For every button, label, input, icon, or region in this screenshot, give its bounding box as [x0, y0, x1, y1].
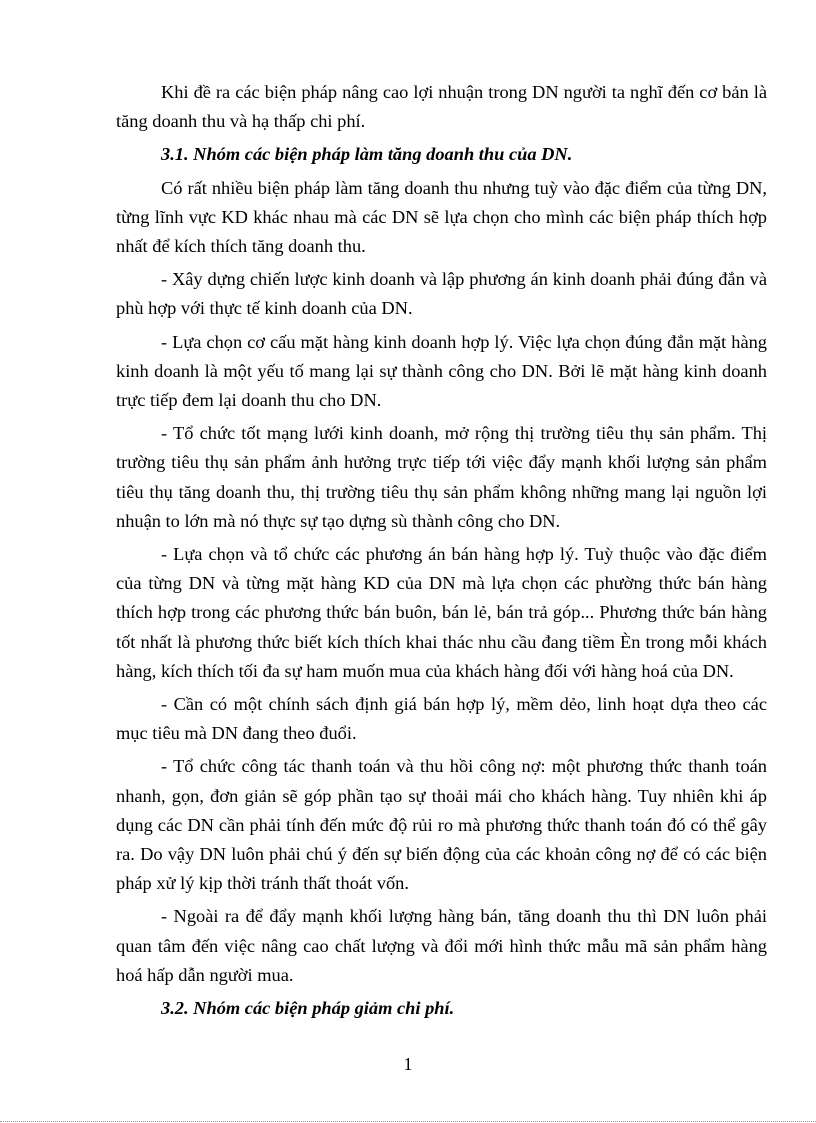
- list-item-strategy: - Xây dựng chiến lược kinh doanh và lập phương án kinh doanh phải đúng đắn và phù hợp với thực tế kinh doanh của DN.: [116, 269, 767, 319]
- list-item-sales-methods: - Lựa chọn và tổ chức các phương án bán hàng hợp lý. Tuỳ thuộc vào đặc điểm của từng DN và từng mặt hàng KD của DN mà lựa chọn các phường thức bán hàng thích hợp trong các phương thức bán buôn, bán lẻ, bán trả góp... Phương thức bán hàng tốt nhất là phương thức biết kích thích khai thác nhu cầu đang tiềm Èn trong mỗi khách hàng, kích thích tối đa sự ham muốn mua của khách hàng đối với hàng hoá của DN.: [116, 544, 767, 681]
- list-item-product-mix: - Lựa chọn cơ cấu mặt hàng kinh doanh hợp lý. Việc lựa chọn đúng đắn mặt hàng kinh doanh là một yếu tố mang lại sự thành công cho DN. Bởi lẽ mặt hàng kinh doanh trực tiếp đem lại doanh thu cho DN.: [116, 331, 767, 411]
- section-3-1-heading: 3.1. Nhóm các biện pháp làm tăng doanh thu của DN.: [161, 144, 573, 165]
- list-item-quality-improvement: - Ngoài ra để đẩy mạnh khối lượng hàng bán, tăng doanh thu thì DN luôn phải quan tâm đến việc nâng cao chất lượng và đổi mới hình thức mẫu mã sản phẩm hàng hoá hấp dẫn người mua.: [116, 906, 767, 985]
- section-3-1-intro: Có rất nhiều biện pháp làm tăng doanh thu nhưng tuỳ vào đặc điểm của từng DN, từng lĩnh vực KD khác nhau mà các DN sẽ lựa chọn cho mình các biện pháp thích hợp nhất để kích thích tăng doanh thu.: [116, 177, 767, 257]
- page-number: 1: [403, 1054, 413, 1074]
- intro-paragraph: Khi đề ra các biện pháp nâng cao lợi nhuận trong DN người ta nghĩ đến cơ bản là tăng doanh thu và hạ thấp chi phí.: [116, 82, 767, 132]
- section-3-2-heading: 3.2. Nhóm các biện pháp giảm chi phí.: [161, 998, 455, 1019]
- list-item-distribution-network: - Tổ chức tốt mạng lưới kinh doanh, mở rộng thị trường tiêu thụ sản phẩm. Thị trường tiêu thụ sản phẩm ảnh hưởng trực tiếp tới việc đẩy mạnh khối lượng sản phẩm tiêu thụ tăng doanh thu, thị trường tiêu thụ sản phẩm không những mang lại nguồn lợi nhuận to lớn mà nó thực sự tạo dựng sù thành công cho DN.: [116, 423, 767, 531]
- list-item-payment-collection: - Tổ chức công tác thanh toán và thu hồi công nợ: một phương thức thanh toán nhanh, gọn, đơn giản sẽ góp phần tạo sự thoải mái cho khách hàng. Tuy nhiên khi áp dụng các DN cần phải tính đến mức độ rủi ro mà phương thức thanh toán đó có thể gây ra. Do vậy DN luôn phải chú ý đến sự biến động của các khoản công nợ để có các biện pháp xử lý kịp thời tránh thất thoát vốn.: [116, 756, 767, 894]
- list-item-pricing-policy: - Cần có một chính sách định giá bán hợp lý, mềm dẻo, linh hoạt dựa theo các mục tiêu mà DN đang theo đuổi.: [116, 694, 767, 744]
- page-bottom-divider: [0, 1121, 816, 1122]
- document-body: [116, 78, 767, 1027]
